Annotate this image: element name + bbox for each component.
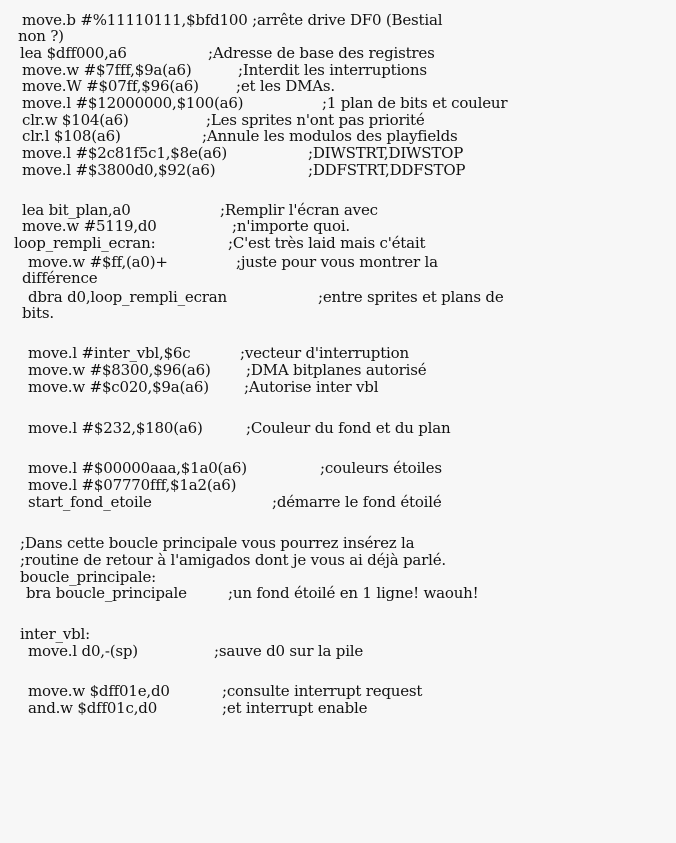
code-text: bra boucle_principale xyxy=(26,584,187,602)
code-text: move.w #$7fff,$9a(a6) xyxy=(22,61,192,79)
code-comment: ;Les sprites n'ont pas priorité xyxy=(206,111,425,129)
code-line xyxy=(20,552,446,568)
code-line xyxy=(14,235,155,251)
code-text: différence xyxy=(22,269,98,287)
code-comment: ;démarre le fond étoilé xyxy=(272,493,442,511)
code-comment: ;juste pour vous montrer la xyxy=(236,253,438,271)
code-line xyxy=(22,78,199,94)
code-line xyxy=(28,477,236,493)
code-text: move.w $dff01e,d0 xyxy=(28,682,170,700)
code-comment: ;Interdit les interruptions xyxy=(238,61,427,79)
code-text: move.l d0,-(sp) xyxy=(28,642,138,660)
code-comment: ;1 plan de bits et couleur xyxy=(322,94,508,112)
code-line xyxy=(28,379,209,395)
code-line xyxy=(22,270,97,286)
code-text: boucle_principale: xyxy=(20,568,156,586)
code-line xyxy=(18,28,64,44)
code-comment: ;un fond étoilé en 1 ligne! waouh! xyxy=(228,584,479,602)
code-comment: ;Adresse de base des registres xyxy=(208,44,435,62)
code-line xyxy=(22,162,215,178)
code-text: clr.w $104(a6) xyxy=(22,111,129,129)
code-text: ;Dans cette boucle principale vous pourrez insérez la xyxy=(20,534,415,552)
code-line xyxy=(22,305,54,321)
code-comment: ;vecteur d'interruption xyxy=(240,344,409,362)
code-line xyxy=(22,12,442,28)
code-line xyxy=(28,700,157,716)
code-text: move.l #$00000aaa,$1a0(a6) xyxy=(28,459,247,477)
code-text: move.w #$c020,$9a(a6) xyxy=(28,378,209,396)
code-line xyxy=(28,345,190,361)
code-text: and.w $dff01c,d0 xyxy=(28,699,158,717)
code-line xyxy=(28,289,227,305)
code-comment: ;couleurs étoiles xyxy=(320,459,442,477)
code-line xyxy=(22,218,157,234)
code-comment: ;Autorise inter vbl xyxy=(244,378,379,396)
code-comment: ;et les DMAs. xyxy=(236,77,335,95)
code-comment: ;DMA bitplanes autorisé xyxy=(246,361,427,379)
code-line xyxy=(22,95,243,111)
code-text: move.W #$07ff,$96(a6) xyxy=(22,77,199,95)
code-text: move.w #$8300,$96(a6) xyxy=(28,361,211,379)
code-text: move.w #$ff,(a0)+ xyxy=(28,253,168,271)
code-line xyxy=(22,62,192,78)
code-text: move.l #$2c81f5c1,$8e(a6) xyxy=(22,144,228,162)
code-line xyxy=(28,254,168,270)
code-line xyxy=(26,585,187,601)
code-text: move.b #%11110111,$bfd100 ;arrête drive DF0 (Bestial xyxy=(22,11,443,29)
code-comment: ;C'est très laid mais c'était xyxy=(228,234,426,252)
code-text: lea $dff000,a6 xyxy=(20,44,127,62)
code-text: loop_rempli_ecran: xyxy=(14,234,156,252)
code-line xyxy=(28,460,247,476)
code-text: inter_vbl: xyxy=(20,625,90,643)
code-line xyxy=(20,535,414,551)
code-text: move.l #$3800d0,$92(a6) xyxy=(22,161,216,179)
code-comment: ;Remplir l'écran avec xyxy=(220,201,378,219)
code-text: non ?) xyxy=(18,27,64,45)
code-line xyxy=(28,362,211,378)
code-text: dbra d0,loop_rempli_ecran xyxy=(28,288,227,306)
code-comment: ;DIWSTRT,DIWSTOP xyxy=(308,144,464,162)
code-line xyxy=(22,202,131,218)
code-comment: ;sauve d0 sur la pile xyxy=(214,642,364,660)
code-text: move.l #inter_vbl,$6c xyxy=(28,344,191,362)
code-text: move.l #$232,$180(a6) xyxy=(28,419,203,437)
code-text: move.l #$07770fff,$1a2(a6) xyxy=(28,476,237,494)
code-comment: ;entre sprites et plans de xyxy=(318,288,504,306)
code-line xyxy=(28,683,170,699)
code-line xyxy=(22,128,121,144)
code-line xyxy=(22,145,227,161)
code-comment: ;Annule les modulos des playfields xyxy=(202,127,458,145)
code-text: lea bit_plan,a0 xyxy=(22,201,131,219)
code-line xyxy=(20,626,90,642)
code-comment: ;n'importe quoi. xyxy=(232,217,350,235)
code-line xyxy=(20,45,127,61)
code-comment: ;DDFSTRT,DDFSTOP xyxy=(308,161,466,179)
code-text: clr.l $108(a6) xyxy=(22,127,121,145)
code-line xyxy=(28,420,203,436)
code-line xyxy=(22,112,129,128)
code-comment: ;et interrupt enable xyxy=(222,699,368,717)
code-text: move.w #5119,d0 xyxy=(22,217,157,235)
code-line xyxy=(28,494,152,510)
code-text: bits. xyxy=(22,304,54,322)
code-comment: ;consulte interrupt request xyxy=(222,682,423,700)
code-line xyxy=(20,569,156,585)
code-comment: ;Couleur du fond et du plan xyxy=(246,419,451,437)
code-text: move.l #$12000000,$100(a6) xyxy=(22,94,244,112)
code-text: start_fond_etoile xyxy=(28,493,152,511)
code-text: ;routine de retour à l'amigados dont je vous ai déjà parlé. xyxy=(20,551,446,569)
code-line xyxy=(28,643,138,659)
